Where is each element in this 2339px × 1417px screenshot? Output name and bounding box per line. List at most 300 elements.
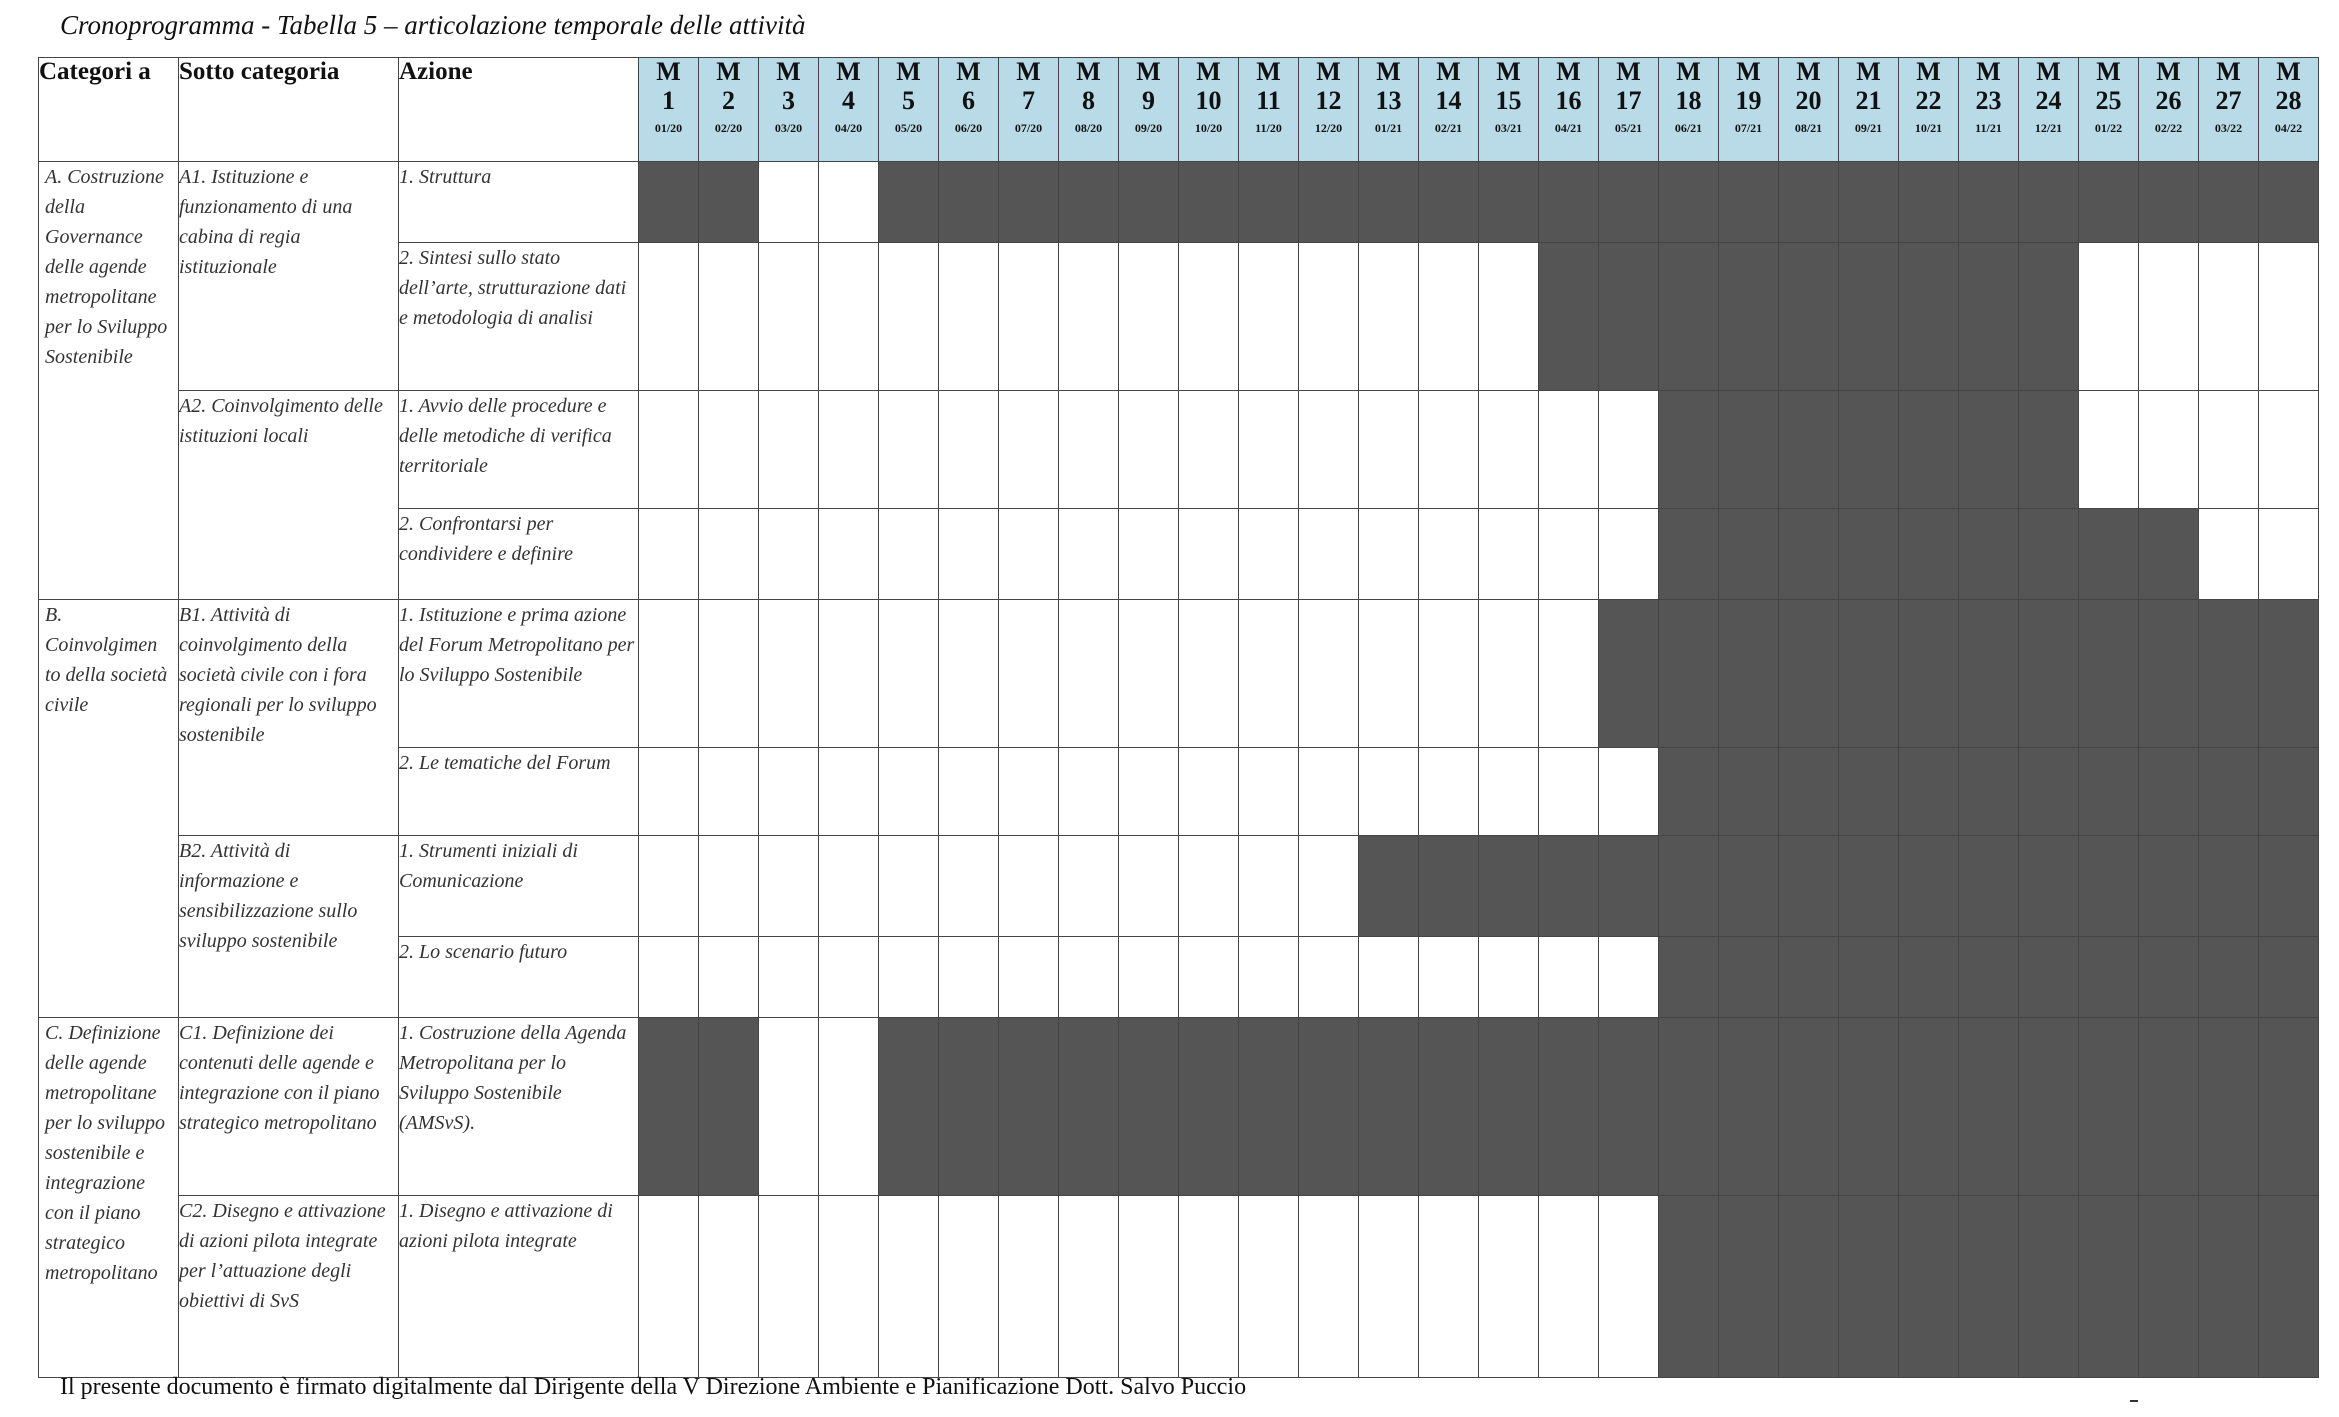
- schedule-cell-active: [1419, 162, 1479, 243]
- schedule-cell-empty: [1599, 937, 1659, 1018]
- month-header-17: [1599, 58, 1659, 162]
- month-date: 04/21: [1554, 121, 1583, 136]
- schedule-cell-empty: [699, 391, 759, 509]
- schedule-cell-active: [1599, 600, 1659, 748]
- schedule-cell-empty: [1119, 836, 1179, 937]
- schedule-cell-active: [1779, 600, 1839, 748]
- schedule-cell-active: [1839, 1196, 1899, 1378]
- schedule-cell-empty: [1479, 391, 1539, 509]
- month-header-4: [819, 58, 879, 162]
- schedule-cell-active: [2199, 937, 2259, 1018]
- month-label: M: [2156, 57, 2181, 86]
- month-label: M: [776, 57, 801, 86]
- schedule-cell-active: [1959, 600, 2019, 748]
- schedule-cell-active: [1779, 748, 1839, 836]
- schedule-cell-active: [2079, 162, 2139, 243]
- month-label: M: [1916, 57, 1941, 86]
- schedule-cell-empty: [1179, 1196, 1239, 1378]
- schedule-cell-empty: [1179, 748, 1239, 836]
- month-number: 2: [722, 85, 735, 115]
- schedule-cell-active: [2259, 1018, 2319, 1196]
- schedule-cell-active: [1179, 1018, 1239, 1196]
- schedule-cell-active: [1599, 162, 1659, 243]
- month-date: 09/21: [1854, 121, 1883, 136]
- schedule-cell-active: [1299, 1018, 1359, 1196]
- action-cell: 2. Lo scenario futuro: [399, 937, 639, 1018]
- schedule-cell-empty: [1299, 1196, 1359, 1378]
- month-date: 08/21: [1794, 121, 1823, 136]
- schedule-cell-empty: [1419, 748, 1479, 836]
- schedule-cell-active: [2079, 748, 2139, 836]
- month-header-13: [1359, 58, 1419, 162]
- month-date: 11/21: [1975, 121, 2002, 136]
- schedule-cell-empty: [1059, 937, 1119, 1018]
- schedule-cell-empty: [939, 243, 999, 391]
- schedule-cell-empty: [819, 162, 879, 243]
- month-date: 08/20: [1074, 121, 1103, 136]
- month-number: 13: [1375, 85, 1402, 115]
- schedule-cell-active: [1719, 748, 1779, 836]
- month-date: 02/20: [714, 121, 743, 136]
- category-cell: A. Costruzione della Governance delle agende metropolitane per lo Sviluppo Sostenibile: [39, 162, 179, 600]
- schedule-cell-active: [1479, 836, 1539, 937]
- schedule-cell-active: [1719, 836, 1779, 937]
- schedule-cell-empty: [879, 748, 939, 836]
- schedule-cell-empty: [819, 509, 879, 600]
- schedule-cell-empty: [819, 1196, 879, 1378]
- schedule-cell-empty: [1119, 937, 1179, 1018]
- schedule-cell-empty: [699, 243, 759, 391]
- schedule-cell-empty: [639, 509, 699, 600]
- schedule-cell-active: [1959, 836, 2019, 937]
- schedule-cell-empty: [1059, 748, 1119, 836]
- schedule-cell-empty: [639, 836, 699, 937]
- schedule-cell-empty: [1299, 937, 1359, 1018]
- action-cell: 1. Avvio delle procedure e delle metodiche di verifica territoriale: [399, 391, 639, 509]
- category-cell: B. Coinvolgimen to della società civile: [39, 600, 179, 1018]
- schedule-cell-empty: [1539, 391, 1599, 509]
- schedule-cell-active: [1479, 1018, 1539, 1196]
- month-label: M: [716, 57, 741, 86]
- month-date: 06/20: [954, 121, 983, 136]
- schedule-cell-active: [1719, 243, 1779, 391]
- schedule-cell-empty: [819, 937, 879, 1018]
- month-header-2: [699, 58, 759, 162]
- month-number: 8: [1082, 85, 1095, 115]
- schedule-cell-active: [879, 1018, 939, 1196]
- month-label: M: [2216, 57, 2241, 86]
- document-title: Cronoprogramma - Tabella 5 – articolazione temporale delle attività: [60, 10, 806, 40]
- schedule-cell-empty: [759, 1018, 819, 1196]
- month-header-26: [2139, 58, 2199, 162]
- schedule-cell-empty: [1479, 748, 1539, 836]
- month-number: 12: [1315, 85, 1342, 115]
- schedule-cell-active: [1779, 1018, 1839, 1196]
- action-cell: 1. Costruzione della Agenda Metropolitana per lo Sviluppo Sostenibile (AMSvS).: [399, 1018, 639, 1196]
- month-label: M: [1676, 57, 1701, 86]
- schedule-cell-active: [2019, 748, 2079, 836]
- schedule-cell-empty: [1239, 600, 1299, 748]
- month-number: 25: [2095, 85, 2122, 115]
- schedule-cell-active: [1959, 243, 2019, 391]
- month-date: 10/20: [1194, 121, 1223, 136]
- schedule-cell-empty: [1119, 243, 1179, 391]
- month-label: M: [1496, 57, 1521, 86]
- schedule-cell-empty: [699, 836, 759, 937]
- schedule-cell-empty: [2139, 243, 2199, 391]
- schedule-cell-empty: [1239, 836, 1299, 937]
- schedule-cell-active: [1719, 937, 1779, 1018]
- schedule-cell-active: [2259, 162, 2319, 243]
- month-label: M: [1256, 57, 1281, 86]
- month-number: 5: [902, 85, 915, 115]
- schedule-cell-active: [1299, 162, 1359, 243]
- schedule-cell-empty: [1539, 937, 1599, 1018]
- schedule-cell-active: [2019, 600, 2079, 748]
- month-label: M: [1976, 57, 2001, 86]
- schedule-cell-active: [1719, 1196, 1779, 1378]
- schedule-cell-active: [1119, 1018, 1179, 1196]
- month-header-3: [759, 58, 819, 162]
- schedule-cell-active: [1599, 836, 1659, 937]
- schedule-cell-empty: [2139, 391, 2199, 509]
- subcategory-cell: A2. Coinvolgimento delle istituzioni locali: [179, 391, 399, 600]
- month-header-27: [2199, 58, 2259, 162]
- schedule-cell-empty: [1419, 937, 1479, 1018]
- schedule-cell-empty: [1179, 937, 1239, 1018]
- schedule-cell-active: [1839, 391, 1899, 509]
- month-date: 11/20: [1255, 121, 1282, 136]
- schedule-cell-active: [1839, 162, 1899, 243]
- month-number: 24: [2035, 85, 2062, 115]
- month-date: 05/20: [894, 121, 923, 136]
- month-label: M: [1136, 57, 1161, 86]
- schedule-cell-empty: [1419, 1196, 1479, 1378]
- month-header-12: [1299, 58, 1359, 162]
- schedule-cell-empty: [999, 509, 1059, 600]
- month-header-18: [1659, 58, 1719, 162]
- schedule-cell-empty: [1299, 509, 1359, 600]
- subcategory-cell: B2. Attività di informazione e sensibilizzazione sullo sviluppo sostenibile: [179, 836, 399, 1018]
- schedule-cell-empty: [999, 1196, 1059, 1378]
- month-number: 3: [782, 85, 795, 115]
- schedule-cell-active: [1119, 162, 1179, 243]
- schedule-cell-active: [1899, 1196, 1959, 1378]
- schedule-cell-active: [1659, 748, 1719, 836]
- schedule-cell-empty: [759, 1196, 819, 1378]
- month-number: 26: [2155, 85, 2182, 115]
- schedule-cell-active: [2139, 1018, 2199, 1196]
- schedule-cell-active: [2199, 600, 2259, 748]
- schedule-cell-empty: [1419, 509, 1479, 600]
- month-number: 21: [1855, 85, 1882, 115]
- month-label: M: [2096, 57, 2121, 86]
- month-number: 9: [1142, 85, 1155, 115]
- month-number: 23: [1975, 85, 2002, 115]
- schedule-cell-active: [1659, 937, 1719, 1018]
- schedule-cell-empty: [759, 509, 819, 600]
- schedule-cell-empty: [1599, 509, 1659, 600]
- month-header-21: [1839, 58, 1899, 162]
- schedule-cell-active: [1959, 1018, 2019, 1196]
- schedule-cell-empty: [1419, 243, 1479, 391]
- schedule-cell-empty: [1299, 748, 1359, 836]
- month-label: M: [956, 57, 981, 86]
- action-cell: 2. Confrontarsi per condividere e definire: [399, 509, 639, 600]
- schedule-cell-active: [2019, 1196, 2079, 1378]
- action-cell: 1. Struttura: [399, 162, 639, 243]
- month-number: 10: [1195, 85, 1222, 115]
- month-header-7: [999, 58, 1059, 162]
- schedule-cell-empty: [1299, 836, 1359, 937]
- schedule-cell-empty: [1119, 1196, 1179, 1378]
- month-date: 01/20: [654, 121, 683, 136]
- schedule-cell-active: [699, 162, 759, 243]
- schedule-cell-empty: [639, 600, 699, 748]
- month-label: M: [1736, 57, 1761, 86]
- schedule-cell-active: [2139, 1196, 2199, 1378]
- schedule-cell-active: [1779, 162, 1839, 243]
- month-header-15: [1479, 58, 1539, 162]
- schedule-cell-active: [1659, 836, 1719, 937]
- schedule-cell-active: [2019, 391, 2079, 509]
- month-number: 18: [1675, 85, 1702, 115]
- activity-row: [39, 1196, 2319, 1378]
- category-cell: C. Definizione delle agende metropolitane per lo sviluppo sostenibile e integrazione con il piano strategico metropolitano: [39, 1018, 179, 1378]
- month-date: 12/20: [1314, 121, 1343, 136]
- action-header: Azione: [399, 58, 639, 162]
- schedule-cell-empty: [999, 391, 1059, 509]
- month-number: 4: [842, 85, 855, 115]
- month-number: 11: [1256, 85, 1281, 115]
- schedule-cell-empty: [2259, 243, 2319, 391]
- schedule-cell-active: [2079, 600, 2139, 748]
- schedule-cell-empty: [939, 1196, 999, 1378]
- schedule-cell-active: [2199, 836, 2259, 937]
- schedule-cell-empty: [819, 1018, 879, 1196]
- schedule-cell-active: [1839, 937, 1899, 1018]
- schedule-cell-empty: [1539, 1196, 1599, 1378]
- schedule-cell-empty: [639, 243, 699, 391]
- schedule-cell-empty: [999, 937, 1059, 1018]
- schedule-cell-active: [1779, 509, 1839, 600]
- schedule-cell-active: [1719, 391, 1779, 509]
- schedule-cell-active: [1899, 836, 1959, 937]
- schedule-cell-active: [2199, 162, 2259, 243]
- month-label: M: [1196, 57, 1221, 86]
- action-cell: 2. Le tematiche del Forum: [399, 748, 639, 836]
- schedule-cell-empty: [1299, 600, 1359, 748]
- schedule-cell-active: [1839, 243, 1899, 391]
- schedule-cell-active: [1899, 391, 1959, 509]
- schedule-cell-active: [1359, 1018, 1419, 1196]
- schedule-cell-active: [1359, 836, 1419, 937]
- month-header-22: [1899, 58, 1959, 162]
- month-header-14: [1419, 58, 1479, 162]
- schedule-cell-empty: [1179, 836, 1239, 937]
- month-number: 17: [1615, 85, 1642, 115]
- schedule-cell-empty: [2199, 391, 2259, 509]
- schedule-cell-empty: [1299, 391, 1359, 509]
- schedule-cell-empty: [1419, 600, 1479, 748]
- schedule-cell-active: [939, 162, 999, 243]
- schedule-cell-active: [1779, 391, 1839, 509]
- month-header-11: [1239, 58, 1299, 162]
- schedule-cell-active: [1959, 509, 2019, 600]
- schedule-cell-active: [1419, 836, 1479, 937]
- schedule-cell-empty: [1299, 243, 1359, 391]
- schedule-cell-empty: [1359, 937, 1419, 1018]
- month-header-9: [1119, 58, 1179, 162]
- schedule-cell-empty: [1239, 1196, 1299, 1378]
- month-date: 04/20: [834, 121, 863, 136]
- schedule-cell-empty: [1119, 509, 1179, 600]
- schedule-cell-active: [1719, 162, 1779, 243]
- schedule-cell-empty: [999, 836, 1059, 937]
- schedule-cell-active: [2079, 836, 2139, 937]
- schedule-cell-active: [1839, 509, 1899, 600]
- schedule-cell-empty: [819, 391, 879, 509]
- schedule-cell-empty: [879, 836, 939, 937]
- schedule-cell-active: [1539, 836, 1599, 937]
- schedule-cell-active: [1719, 1018, 1779, 1196]
- schedule-cell-active: [879, 162, 939, 243]
- schedule-cell-active: [1539, 1018, 1599, 1196]
- schedule-cell-active: [1539, 162, 1599, 243]
- schedule-cell-active: [639, 1018, 699, 1196]
- month-label: M: [1856, 57, 1881, 86]
- schedule-cell-empty: [1479, 1196, 1539, 1378]
- schedule-cell-active: [1779, 243, 1839, 391]
- action-cell: 1. Istituzione e prima azione del Forum Metropolitano per lo Sviluppo Sostenibile: [399, 600, 639, 748]
- schedule-cell-empty: [759, 600, 819, 748]
- schedule-cell-active: [2019, 162, 2079, 243]
- month-number: 16: [1555, 85, 1582, 115]
- month-label: M: [2036, 57, 2061, 86]
- schedule-cell-active: [1779, 937, 1839, 1018]
- schedule-cell-active: [999, 1018, 1059, 1196]
- schedule-cell-empty: [1059, 600, 1119, 748]
- schedule-cell-empty: [1239, 937, 1299, 1018]
- schedule-cell-active: [2259, 600, 2319, 748]
- schedule-cell-active: [2259, 1196, 2319, 1378]
- month-number: 19: [1735, 85, 1762, 115]
- schedule-cell-empty: [819, 836, 879, 937]
- month-number: 15: [1495, 85, 1522, 115]
- schedule-cell-active: [1599, 1018, 1659, 1196]
- schedule-cell-active: [2199, 1018, 2259, 1196]
- month-number: 1: [662, 85, 675, 115]
- schedule-cell-empty: [1179, 391, 1239, 509]
- schedule-cell-empty: [639, 1196, 699, 1378]
- schedule-cell-empty: [879, 937, 939, 1018]
- schedule-cell-active: [1959, 1196, 2019, 1378]
- schedule-cell-empty: [1479, 937, 1539, 1018]
- month-label: M: [896, 57, 921, 86]
- schedule-cell-active: [1899, 1018, 1959, 1196]
- schedule-cell-active: [1239, 1018, 1299, 1196]
- schedule-cell-active: [2019, 937, 2079, 1018]
- schedule-cell-active: [2199, 1196, 2259, 1378]
- schedule-cell-active: [1659, 243, 1719, 391]
- schedule-cell-active: [1839, 600, 1899, 748]
- schedule-cell-empty: [1059, 391, 1119, 509]
- schedule-cell-empty: [1359, 748, 1419, 836]
- schedule-cell-empty: [1479, 600, 1539, 748]
- month-number: 6: [962, 85, 975, 115]
- schedule-cell-active: [1959, 162, 2019, 243]
- month-header-10: [1179, 58, 1239, 162]
- schedule-cell-empty: [759, 162, 819, 243]
- month-header-24: [2019, 58, 2079, 162]
- schedule-cell-active: [1419, 1018, 1479, 1196]
- month-label: M: [1796, 57, 1821, 86]
- month-number: 14: [1435, 85, 1462, 115]
- schedule-cell-empty: [1059, 243, 1119, 391]
- schedule-cell-active: [1959, 391, 2019, 509]
- schedule-cell-empty: [819, 600, 879, 748]
- schedule-cell-empty: [1179, 243, 1239, 391]
- month-date: 07/20: [1014, 121, 1043, 136]
- schedule-cell-empty: [879, 243, 939, 391]
- schedule-cell-active: [2139, 509, 2199, 600]
- schedule-cell-empty: [1599, 748, 1659, 836]
- schedule-cell-active: [2139, 937, 2199, 1018]
- schedule-cell-empty: [999, 748, 1059, 836]
- schedule-cell-empty: [1359, 509, 1419, 600]
- schedule-cell-active: [2259, 937, 2319, 1018]
- schedule-cell-empty: [939, 509, 999, 600]
- schedule-cell-empty: [879, 509, 939, 600]
- month-date: 01/21: [1374, 121, 1403, 136]
- schedule-cell-empty: [1239, 509, 1299, 600]
- month-date: 04/22: [2274, 121, 2303, 136]
- schedule-cell-empty: [639, 391, 699, 509]
- month-label: M: [1616, 57, 1641, 86]
- schedule-cell-empty: [1539, 600, 1599, 748]
- subcategory-header: Sotto categoria: [179, 58, 399, 162]
- month-label: M: [1076, 57, 1101, 86]
- month-header-19: [1719, 58, 1779, 162]
- schedule-cell-empty: [1599, 391, 1659, 509]
- schedule-cell-active: [1359, 162, 1419, 243]
- schedule-cell-active: [2259, 748, 2319, 836]
- month-date: 02/21: [1434, 121, 1463, 136]
- schedule-cell-empty: [1119, 748, 1179, 836]
- header-row: [39, 58, 2319, 162]
- schedule-cell-active: [999, 162, 1059, 243]
- schedule-cell-empty: [879, 391, 939, 509]
- schedule-cell-empty: [2199, 243, 2259, 391]
- month-date: 01/22: [2094, 121, 2123, 136]
- schedule-cell-active: [1779, 1196, 1839, 1378]
- schedule-cell-active: [1659, 600, 1719, 748]
- subcategory-cell: A1. Istituzione e funzionamento di una cabina di regia istituzionale: [179, 162, 399, 391]
- month-date: 07/21: [1734, 121, 1763, 136]
- schedule-cell-active: [1659, 1196, 1719, 1378]
- schedule-cell-empty: [1239, 748, 1299, 836]
- schedule-cell-empty: [819, 243, 879, 391]
- schedule-cell-empty: [939, 836, 999, 937]
- schedule-cell-active: [1239, 162, 1299, 243]
- signature-note: Il presente documento è firmato digitalmente dal Dirigente della V Direzione Ambiente e Pianificazione Dott. Salvo Puccio: [60, 1374, 1247, 1400]
- subcategory-cell: C2. Disegno e attivazione di azioni pilota integrate per l’attuazione degli obiettivi di SvS: [179, 1196, 399, 1378]
- schedule-cell-empty: [1359, 600, 1419, 748]
- schedule-cell-active: [939, 1018, 999, 1196]
- schedule-cell-empty: [1539, 748, 1599, 836]
- schedule-cell-empty: [699, 509, 759, 600]
- month-label: M: [656, 57, 681, 86]
